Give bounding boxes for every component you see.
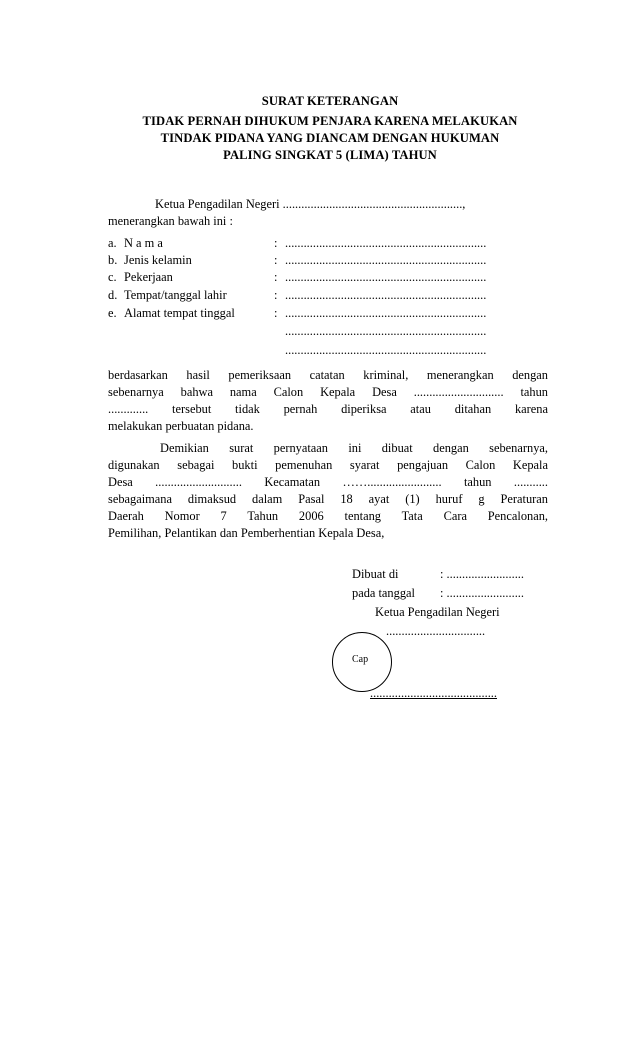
field-label: Alamat tempat tinggal [124, 306, 235, 320]
pada-tanggal-label: pada tanggal [352, 586, 415, 600]
document-subtitle-line-3: PALING SINGKAT 5 (LIMA) TAHUN [223, 148, 437, 162]
field-alamat [108, 305, 552, 322]
document-title: SURAT KETERANGAN [261, 94, 399, 108]
field-colon: : [274, 270, 278, 284]
field-label: Jenis kelamin [124, 253, 192, 267]
document-subtitle-line-1: TIDAK PERNAH DIHUKUM PENJARA KARENA MELAKUKAN [142, 114, 518, 128]
paragraph-1-line-3: ............. tersebut tidak pernah diperiksa atau ditahan karena [108, 402, 548, 416]
field-colon: : [274, 306, 278, 320]
field-blank: ................................................................. [285, 288, 487, 302]
field-letter: c. [108, 270, 117, 284]
paragraph-2-line-3: Desa ............................ Kecamatan ……........................ tahun ........... [108, 475, 548, 489]
field-letter: d. [108, 288, 118, 302]
paragraph-2-line-6: Pemilihan, Pelantikan dan Pemberhentian Kepala Desa, [108, 526, 385, 540]
signatory-name-line: ......................................... [370, 686, 498, 700]
field-label: Pekerjaan [124, 270, 173, 284]
field-blank: ................................................................. [285, 270, 487, 284]
field-blank: ................................................................. [285, 306, 487, 320]
field-colon: : [274, 253, 278, 267]
pada-tanggal-value: : ......................... [440, 586, 524, 600]
stamp-label: Cap [352, 654, 369, 665]
field-letter: b. [108, 253, 118, 267]
field-pekerjaan [108, 269, 552, 286]
dibuat-di-label: Dibuat di [352, 567, 399, 581]
field-colon: : [274, 288, 278, 302]
field-letter: e. [108, 306, 117, 320]
field-letter: a. [108, 236, 117, 250]
field-label: N a m a [124, 236, 163, 250]
intro-line-2: menerangkan bawah ini : [108, 214, 233, 228]
field-tempat-tanggal-lahir [108, 287, 552, 304]
field-blank: ................................................................. [285, 253, 487, 267]
paragraph-1-line-2: sebenarnya bahwa nama Calon Kepala Desa ............................. tahun [108, 385, 548, 399]
paragraph-2-line-1: Demikian surat pernyataan ini dibuat dengan sebenarnya, [160, 441, 548, 455]
field-blank: ................................................................. [285, 236, 487, 250]
signatory-office-blank: ................................ [386, 624, 486, 638]
address-continuation-1: ................................................................. [285, 324, 487, 338]
field-label: Tempat/tanggal lahir [124, 288, 227, 302]
paragraph-2-line-2: digunakan sebagai bukti pemenuhan syarat pengajuan Calon Kepala [108, 458, 548, 472]
field-jenis-kelamin [108, 252, 552, 269]
field-colon: : [274, 236, 278, 250]
signatory-office: Ketua Pengadilan Negeri [375, 605, 500, 619]
intro-line-1: Ketua Pengadilan Negeri .........................................................., [155, 197, 466, 211]
paragraph-1-line-1: berdasarkan hasil pemeriksaan catatan kriminal, menerangkan dengan [108, 368, 548, 382]
paragraph-1-line-4: melakukan perbuatan pidana. [108, 419, 254, 433]
paragraph-2-line-4: sebagaimana dimaksud dalam Pasal 18 ayat (1) huruf g Peraturan [108, 492, 548, 506]
dibuat-di-value: : ......................... [440, 567, 524, 581]
field-nama [108, 235, 552, 252]
paragraph-2-line-5: Daerah Nomor 7 Tahun 2006 tentang Tata Cara Pencalonan, [108, 509, 548, 523]
address-continuation-2: ................................................................. [285, 343, 487, 357]
document-subtitle-line-2: TINDAK PIDANA YANG DIANCAM DENGAN HUKUMAN [160, 131, 500, 145]
